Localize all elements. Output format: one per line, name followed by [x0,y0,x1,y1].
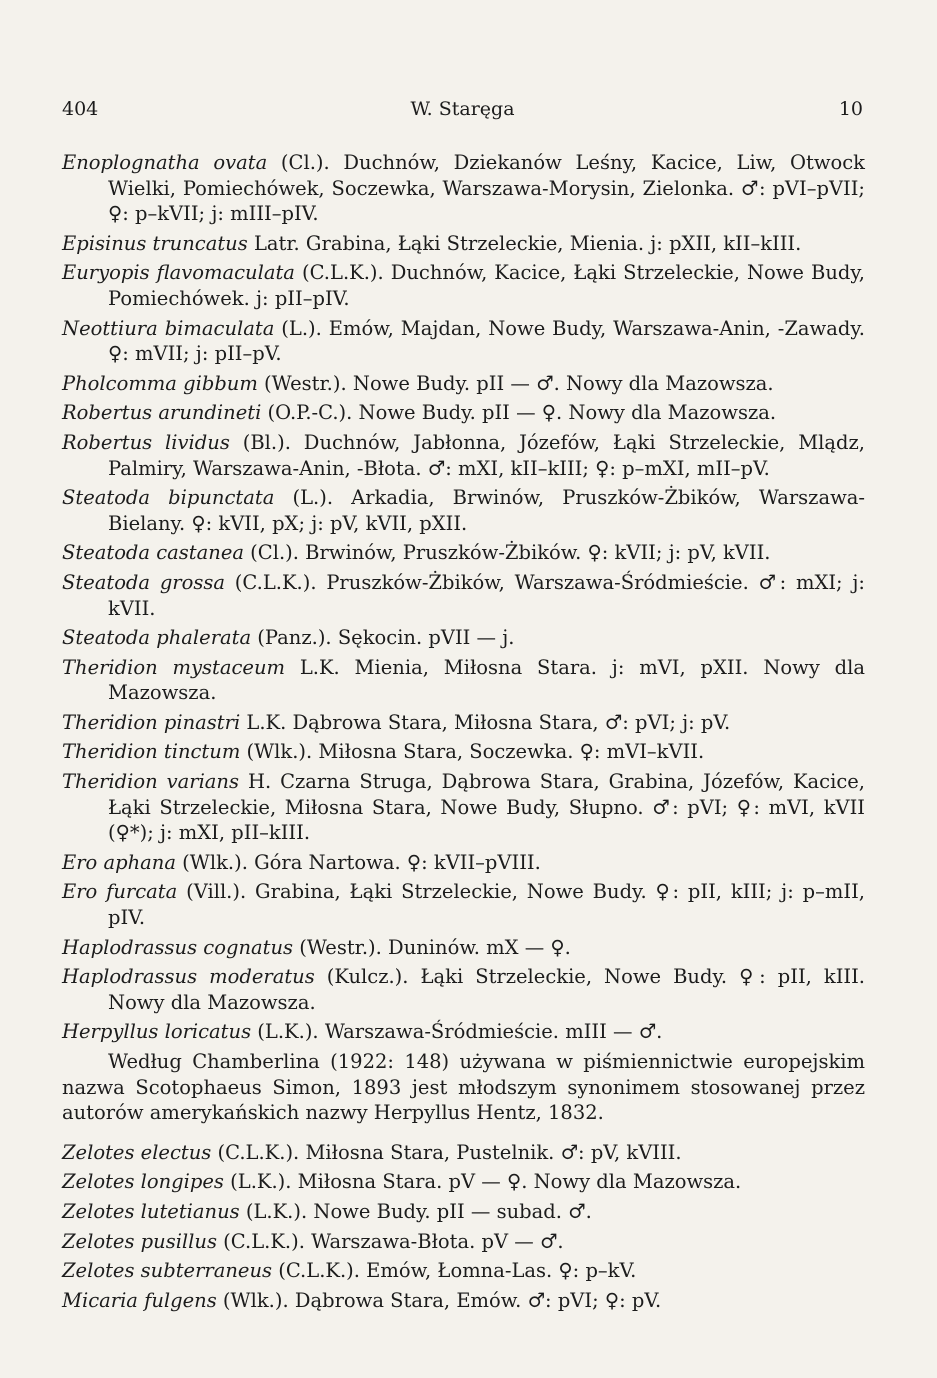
entry-details: (C.L.K.). Pruszków-Żbików, Warszawa-Śródmieście. ♂: mXI; j: kVII. [108,570,865,620]
taxon-name: Euryopis flavomaculata [62,261,295,285]
species-entry [62,1019,865,1045]
taxon-name: Robertus arundineti [62,401,262,425]
species-entries-2 [62,1140,865,1314]
taxon-name: Theridion varians [62,770,240,794]
entry-details: (C.L.K.). Duchnów, Kacice, Łąki Strzeleckie, Nowe Budy, Pomiechówek. j: pII–pIV. [108,261,865,310]
species-entry [62,769,865,846]
taxon-name: Ero furcata [62,880,178,904]
taxon-name: Zelotes lutetianus [62,1199,240,1223]
taxon-name: Theridion pinastri [62,710,241,734]
species-entry [62,371,865,397]
species-entries-1 [62,150,865,1045]
species-entry [62,655,865,706]
species-entry [62,150,865,227]
entry-details: (Wlk.). Miłosna Stara, Soczewka. ♀: mVI–kVII. [240,740,705,764]
entry-details: Latr. Grabina, Łąki Strzeleckie, Mienia. j: pXII, kII–kIII. [247,231,802,255]
entry-details: (Bl.). Duchnów, Jabłonna, Józefów, Łąki Strzeleckie, Mlądz, Palmiry, Warszawa-Anin, -Błota. ♂: mXI, kII–kIII; ♀: p–mXI, mII–pV. [108,430,865,480]
taxon-name: Herpyllus loricatus [62,1020,252,1044]
species-entry [62,1199,865,1225]
taxon-name: Ero aphana [62,850,176,874]
taxon-name: Steatoda castanea [62,541,244,565]
species-entry [62,540,865,566]
taxon-name: Micaria fulgens [62,1288,217,1312]
taxon-name: Theridion tinctum [62,740,241,764]
entry-details: (Westr.). Nowe Budy. pII — ♂. Nowy dla Mazowsza. [257,371,774,395]
entry-details: (L.). Emów, Majdan, Nowe Budy, Warszawa-Anin, -Zawady. ♀: mVII; j: pII–pV. [108,316,865,366]
species-entry [62,625,865,651]
entry-details: (C.L.K.). Miłosna Stara, Pustelnik. ♂: pV, kVIII. [211,1140,682,1164]
entry-details: (L.K.). Nowe Budy. pII — subad. ♂. [239,1199,592,1223]
entry-details: L.K. Mienia, Miłosna Stara. j: mVI, pXII. Nowy dla Mazowsza. [108,655,865,705]
entry-details: (Vill.). Grabina, Łąki Strzeleckie, Nowe Budy. ♀: pII, kIII; j: p–mII, pIV. [108,880,865,930]
species-entry [62,430,865,481]
entry-details: (Panz.). Sękocin. pVII — j. [251,626,515,650]
taxon-name: Episinus truncatus [62,231,248,255]
species-entry [62,1229,865,1255]
species-entry [62,1140,865,1166]
taxon-name: Zelotes subterraneus [62,1259,273,1283]
entry-details: (C.L.K.). Warszawa-Błota. pV — ♂. [216,1229,564,1253]
species-entry [62,485,865,536]
taxon-name: Robertus lividus [62,430,230,454]
species-entry [62,879,865,930]
running-head: W. Staręga [410,98,515,120]
taxon-name: Haplodrassus moderatus [62,965,315,989]
species-entry [62,935,865,961]
taxon-name: Zelotes longipes [62,1170,224,1194]
taxon-name: Neottiura bimaculata [62,316,275,340]
species-entry [62,570,865,621]
entry-details: (L.K.). Warszawa-Śródmieście. mIII — ♂. [251,1020,663,1044]
section-number: 10 [838,98,863,120]
entry-details: (Cl.). Duchnów, Dziekanów Leśny, Kacice, Liw, Otwock Wielki, Pomiechówek, Soczewka, Warszawa-Morysin, Zielonka. ♂: pVI–pVII; ♀: p–kVII; j: mIII–pIV. [108,151,865,226]
page-number: 404 [62,98,99,120]
running-header [62,98,863,122]
taxon-name: Steatoda bipunctata [62,486,275,510]
species-entry [62,260,865,311]
species-entry [62,964,865,1015]
species-entry [62,1258,865,1284]
taxon-name: Steatoda phalerata [62,626,252,650]
taxon-name: Enoplognatha ovata [62,151,268,174]
species-entry [62,1288,865,1314]
entry-details: (Wlk.). Dąbrowa Stara, Emów. ♂: pVI; ♀: pV. [216,1288,662,1312]
species-entry [62,316,865,367]
taxon-name: Pholcomma gibbum [62,371,258,395]
taxon-name: Steatoda grossa [62,570,226,594]
entry-details: (C.L.K.). Emów, Łomna-Las. ♀: p–kV. [272,1259,637,1283]
entry-details: L.K. Dąbrowa Stara, Miłosna Stara, ♂: pVI; j: pV. [240,710,731,734]
species-entry [62,739,865,765]
entry-details: H. Czarna Struga, Dąbrowa Stara, Grabina, Józefów, Kacice, Łąki Strzeleckie, Miłosna Stara, Nowe Budy, Słupno. ♂: pVI; ♀: mVI, kVII (♀*); j: mXI, pII–kIII. [108,770,865,845]
entry-details: (Wlk.). Góra Nartowa. ♀: kVII–pVIII. [175,850,541,874]
entry-details: (Cl.). Brwinów, Pruszków-Żbików. ♀: kVII; j: pV, kVII. [243,541,771,565]
entry-details: (Kulcz.). Łąki Strzeleckie, Nowe Budy. ♀: pII, kIII. Nowy dla Mazowsza. [108,965,865,1014]
species-entry [62,850,865,876]
taxon-name: Theridion mystaceum [62,655,285,679]
taxon-name: Zelotes electus [62,1140,212,1164]
entry-details: (O.P.-C.). Nowe Budy. pII — ♀. Nowy dla Mazowsza. [261,401,777,425]
species-list [62,150,865,1317]
nomenclature-note: Według Chamberlina (1922: 148) używana w piśmiennictwie europejskim nazwa Scotophaeus Simon, 1893 jest młodszym synonimem stosowanej przez autorów amerykańskich nazwy Herpyllus Hentz, 1832. [62,1050,865,1125]
species-entry [62,1169,865,1195]
species-entry [62,231,865,257]
taxon-name: Zelotes pusillus [62,1229,217,1253]
entry-details: (L.). Arkadia, Brwinów, Pruszków-Żbików, Warszawa-Bielany. ♀: kVII, pX; j: pV, kVII, pXII. [108,486,865,535]
species-entry [62,400,865,426]
entry-details: (L.K.). Miłosna Stara. pV — ♀. Nowy dla Mazowsza. [223,1170,742,1194]
species-entry [62,710,865,736]
taxon-name: Haplodrassus cognatus [62,935,294,959]
entry-details: (Westr.). Duninów. mX — ♀. [293,935,571,959]
